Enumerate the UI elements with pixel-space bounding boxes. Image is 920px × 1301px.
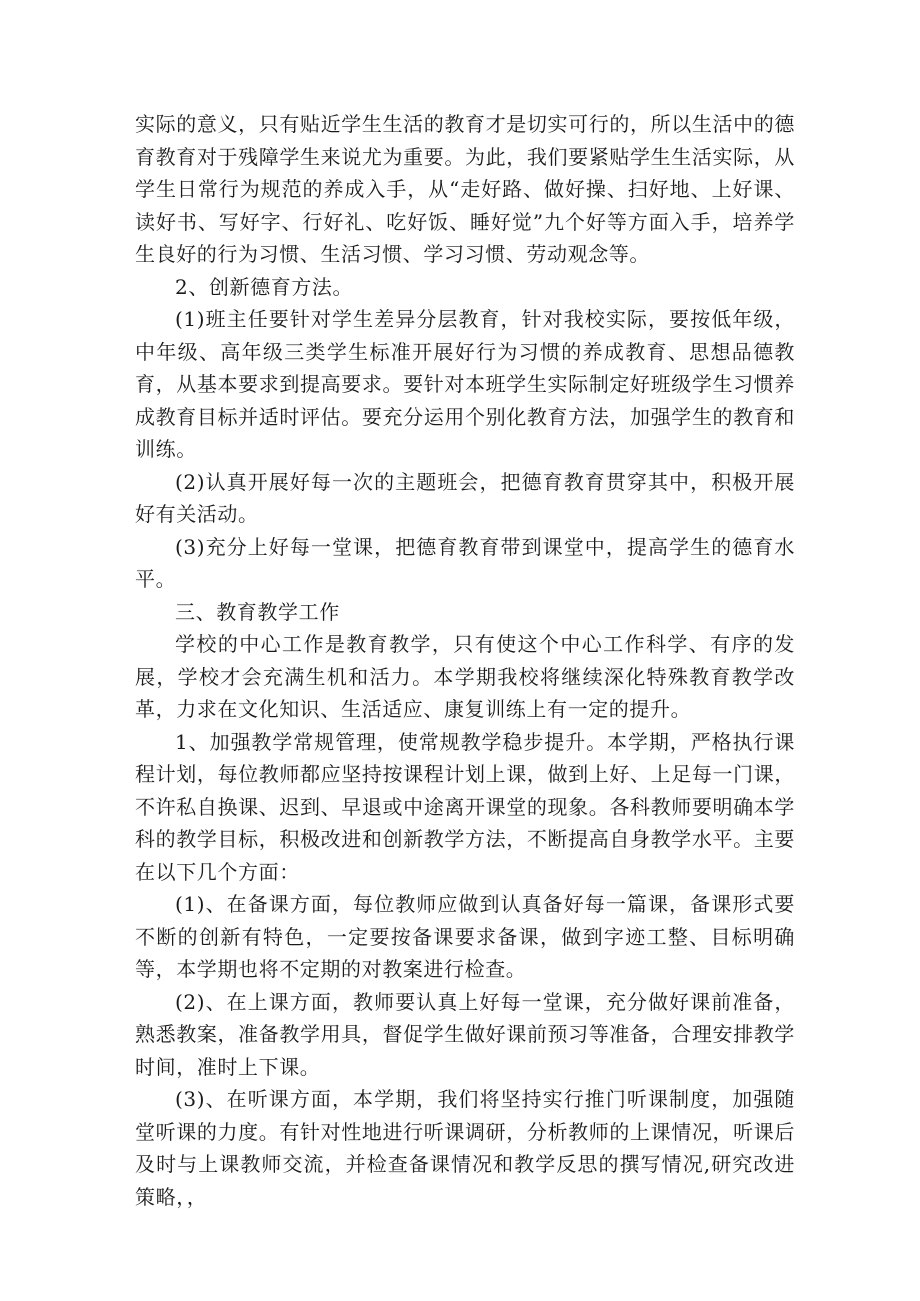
section-heading-teaching-work: 三、教育教学工作 [175,599,340,624]
paragraph-item-2: (2)认真开展好每一次的主题班会，把德育教育贯穿其中，积极开展好有关活动。 [135,469,795,526]
document-body [135,108,795,1213]
paragraph-teaching-class: (2)、在上课方面，教师要认真上好每一堂课，充分做好课前准备，熟悉教案，准备教学用具，督促学生做好课前预习等准备，合理安排教学时间，准时上下课。 [135,989,795,1079]
paragraph-lesson-prep: (1)、在备课方面，每位教师应做到认真备好每一篇课，备课形式要不断的创新有特色，一定要按备课要求备课，做到字迹工整、目标明确等，本学期也将不定期的对教案进行检查。 [135,892,795,981]
paragraph-teaching-intro: 学校的中心工作是教育教学，只有使这个中心工作科学、有序的发展，学校才会充满生机和活力。本学期我校将继续深化特殊教育教学改革，力求在文化知识、生活适应、康复训练上有一定的提升。 [135,632,795,721]
paragraph-heading-innovate-methods: 2、创新德育方法。 [175,274,354,299]
paragraph-routine-management: 1、加强教学常规管理，使常规教学稳步提升。本学期，严格执行课程计划，每位教师都应坚持按课程计划上课，做到上好、上足每一门课，不许私自换课、迟到、早退或中途离开课堂的现象。各科教师要明确本学科的教学目标，积极改进和创新教学方法，不断提高自身教学水平。主要在以下几个方面： [135,729,795,884]
paragraph-item-1: (1)班主任要针对学生差异分层教育，针对我校实际，要按低年级，中年级、高年级三类学生标准开展好行为习惯的养成教育、思想品德教育，从基本要求到提高要求。要针对本班学生实际制定好班级学生习惯养成教育目标并适时评估。要充分运用个别化教育方法，加强学生的教育和训练。 [135,307,795,461]
paragraph-continuation: 实际的意义，只有贴近学生生活的教育才是切实可行的，所以生活中的德育教育对于残障学生来说尤为重要。为此，我们要紧贴学生生活实际，从学生日常行为规范的养成入手，从“走好路、做好操、扫好地、上好课、读好书、写好字、行好礼、吃好饭、睡好觉”九个好等方面入手，培养学生良好的行为习惯、生活习惯、学习习惯、劳动观念等。 [135,112,795,266]
paragraph-item-3: (3)充分上好每一堂课，把德育教育带到课堂中，提高学生的德育水平。 [135,534,795,591]
paragraph-observation: (3)、在听课方面，本学期，我们将坚持实行推门听课制度，加强随堂听课的力度。有针对性地进行听课调研，分析教师的上课情况，听课后及时与上课教师交流，并检查备课情况和教学反思的撰写情况,研究改进策略，， [135,1087,795,1209]
